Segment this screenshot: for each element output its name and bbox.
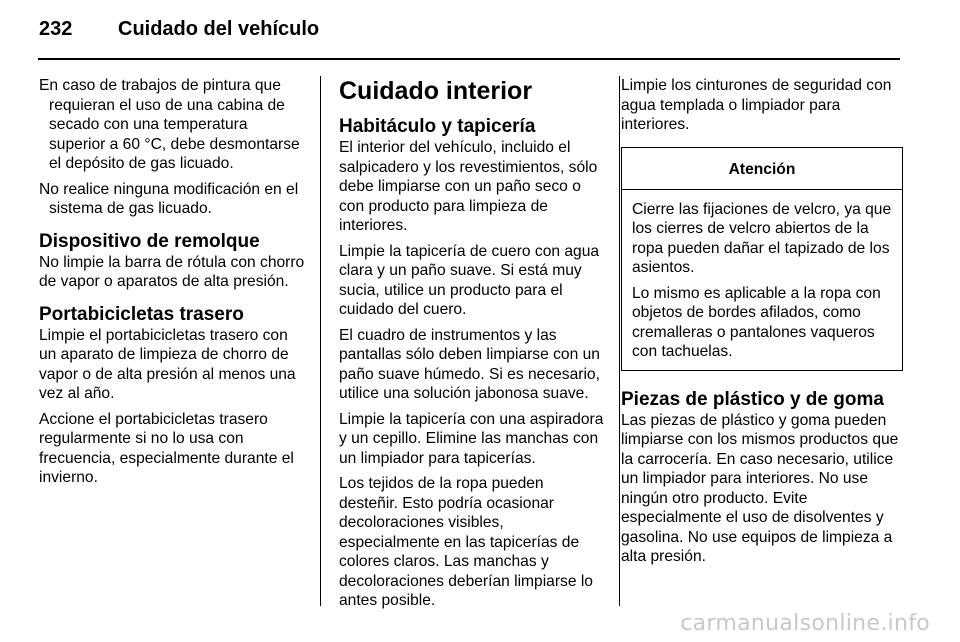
column-left bbox=[39, 76, 305, 494]
paragraph-gas-modificacion: No realice ninguna modificación en el sistema de gas licuado. bbox=[39, 180, 299, 217]
notice-title: Atención bbox=[622, 148, 902, 190]
notice-box bbox=[621, 147, 903, 371]
page-title: Cuidado del vehículo bbox=[118, 18, 320, 40]
paragraph-interior-3: El cuadro de instrumentos y las pantallas sólo deben limpiarse con un paño suave húmedo. Si es necesario, utilice una solución jabonosa suave. bbox=[339, 326, 600, 402]
paragraph-portabicicletas-2: Accione el portabicicletas trasero regularmente si no lo usa con frecuencia, especialmente durante el invierno. bbox=[39, 410, 294, 486]
watermark: carmanualsonline.info bbox=[680, 611, 930, 636]
notice-body bbox=[622, 190, 902, 370]
heading-piezas-plastico: Piezas de plástico y de goma bbox=[621, 388, 884, 410]
column-divider-left bbox=[320, 76, 321, 606]
paragraph-portabicicletas-1: Limpie el portabicicletas trasero con un aparato de limpieza de chorro de vapor o de alta presión al menos una vez al año. bbox=[39, 326, 296, 402]
heading-portabicicletas: Portabicicletas trasero bbox=[39, 303, 244, 325]
paragraph-interior-1: El interior del vehículo, incluido el salpicadero y los revestimientos, sólo debe limpiarse con un paño seco o con producto para limpieza de interiores. bbox=[339, 139, 598, 234]
paragraph-piezas-plastico: Las piezas de plástico y goma pueden limpiarse con los mismos productos que la carrocería. En caso necesario, utilice un limpiador para interiores. No use ningún otro producto. Evite especialmente el uso de disolventes y gasolina. No use equipos de limpieza a alta presión. bbox=[621, 411, 899, 565]
paragraph-interior-5: Los tejidos de la ropa pueden desteñir. Esto podría ocasionar decoloraciones visibles, especialmente en las tapicerías de colores claros. Las manchas y decoloraciones deberían limpiarse lo antes posible. bbox=[339, 475, 593, 609]
notice-paragraph-2: Lo mismo es aplicable a la ropa con objetos de bordes afilados, como cremalleras o pantalones vaqueros con tachuelas. bbox=[632, 284, 881, 360]
heading-cuidado-interior: Cuidado interior bbox=[339, 77, 533, 105]
paragraph-interior-2: Limpie la tapicería de cuero con agua clara y un paño suave. Si está muy sucia, utilice un producto para el cuidado del cuero. bbox=[339, 242, 600, 318]
header-rule bbox=[38, 58, 900, 60]
column-middle bbox=[339, 76, 605, 617]
paragraph-cinturones: Limpie los cinturones de seguridad con agua templada o limpiador para interiores. bbox=[621, 77, 892, 133]
paragraph-interior-4: Limpie la tapicería con una aspiradora y un cepillo. Elimine las manchas con un limpiador para tapicerías. bbox=[339, 410, 604, 467]
notice-paragraph-1: Cierre las fijaciones de velcro, ya que los cierres de velcro abiertos de la ropa pueden dañar el tapizado de los asientos. bbox=[632, 200, 892, 276]
heading-habitaculo: Habitáculo y tapicería bbox=[339, 116, 536, 137]
paragraph-remolque: No limpie la barra de rótula con chorro de vapor o aparatos de alta presión. bbox=[39, 253, 305, 290]
column-divider-right bbox=[619, 76, 620, 606]
heading-dispositivo-remolque: Dispositivo de remolque bbox=[39, 230, 260, 252]
page-number: 232 bbox=[39, 18, 73, 40]
paragraph-gas-cabina: En caso de trabajos de pintura que requieran el uso de una cabina de secado con una temperatura superior a 60 °C, debe desmontarse el depósito de gas licuado. bbox=[39, 77, 300, 172]
column-right bbox=[621, 76, 903, 573]
